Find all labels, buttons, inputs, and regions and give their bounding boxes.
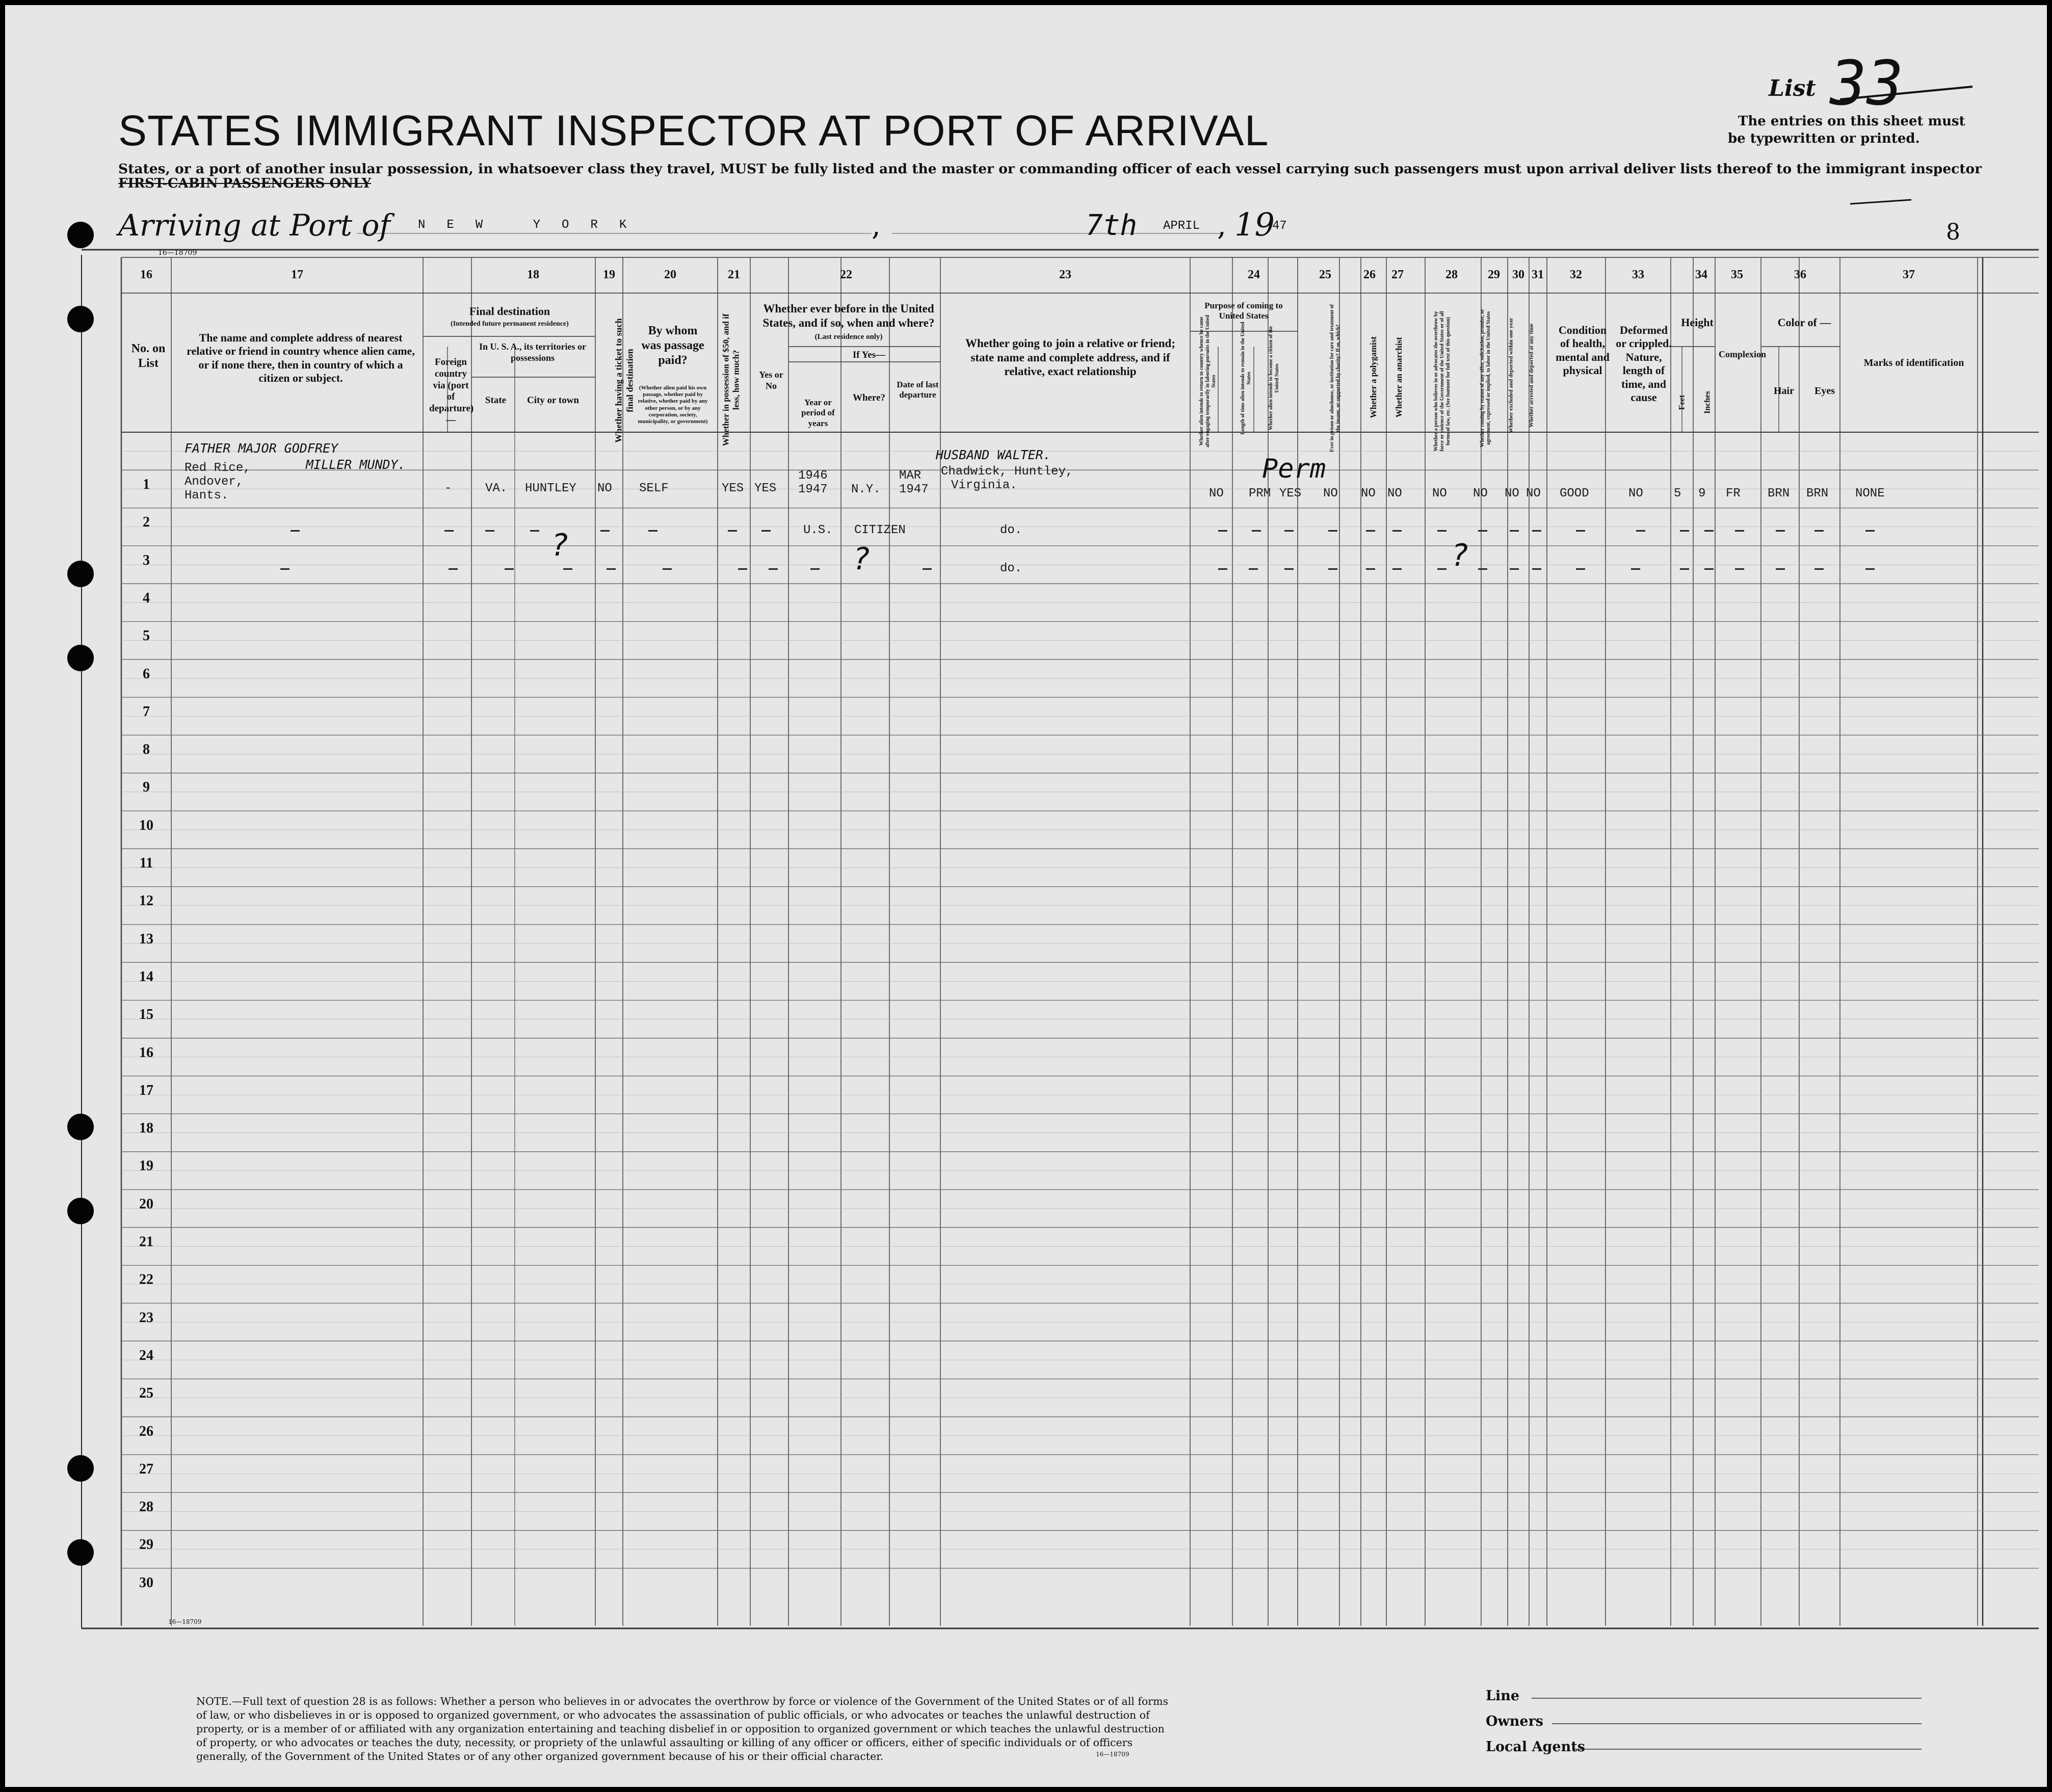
punch-hole (67, 561, 94, 587)
row-number: 10 (139, 817, 153, 833)
dash-mark (761, 530, 771, 532)
column-number: 29 (1488, 268, 1500, 281)
dash-mark (1437, 568, 1446, 570)
dash-mark (1776, 530, 1785, 532)
dash-mark (1284, 530, 1294, 532)
dash-mark (1218, 568, 1227, 570)
column-number: 30 (1512, 268, 1524, 281)
row-number: 8 (143, 742, 150, 758)
header-purpose: Purpose of coming to United States (1204, 301, 1283, 321)
header-deformed: Deformed or crippled. Nature, length of time, and cause (1616, 324, 1672, 404)
dash-mark (648, 530, 657, 532)
dash-mark (530, 530, 539, 532)
row-number: 11 (139, 855, 153, 871)
year-suffix: 47 (1272, 219, 1287, 233)
dash-mark (1576, 568, 1585, 570)
column-number: 22 (840, 268, 852, 281)
header-arrested: Whether arrested and deported at any time (1528, 323, 1535, 428)
dash-mark (485, 530, 494, 532)
year-prefix: 19 (1234, 206, 1275, 243)
dash-mark (1249, 568, 1258, 570)
row-number: 29 (139, 1537, 153, 1553)
manifest-sheet (5, 5, 2047, 1787)
state-value: VA. (485, 482, 508, 495)
relative-address: Hants. (185, 489, 229, 503)
subtitle: States, or a port of another insular possession, in whatsoever class they travel, MUST be fully listed and the master or commanding officer of each vessel carrying such passengers must upon arrival deliver lists thereof to the immigrant inspector (118, 161, 1982, 177)
form-number: 16—18709 (158, 249, 197, 257)
column-number: 27 (1391, 268, 1404, 281)
join-address: Chadwick, Huntley, (941, 465, 1073, 479)
health-value: GOOD (1560, 487, 1589, 500)
form-number-bottom: 16—18709 (168, 1618, 202, 1625)
column-number: 21 (728, 268, 740, 281)
header-feet: Feet (1677, 394, 1687, 410)
dash-mark (1218, 530, 1227, 532)
row-number: 27 (139, 1461, 153, 1477)
departure-value: MAR (899, 469, 922, 483)
dash-mark (810, 568, 820, 570)
punch-hole (67, 645, 94, 671)
header-purpose-c: Whether alien intends to become a citizen of the United States (1268, 326, 1280, 431)
header-hair: Hair (1774, 385, 1794, 397)
anarchist-value: NO (1387, 487, 1402, 500)
punch-hole (67, 1198, 94, 1224)
form-number-footer: 16—18709 (1096, 1751, 1129, 1758)
line-label: Line (1486, 1688, 1520, 1704)
header-state: State (485, 395, 507, 406)
purpose-c-value: YES (1279, 487, 1302, 500)
header-year-period: Year or period of years (801, 398, 835, 428)
dash-mark (1510, 530, 1519, 532)
row-number: 30 (139, 1574, 153, 1591)
dash-mark (1704, 568, 1714, 570)
deformed-value: NO (1628, 487, 1643, 500)
dash-mark (738, 568, 747, 570)
hair-value: BRN (1768, 487, 1790, 500)
dash-mark (1478, 568, 1487, 570)
row-number: 2 (143, 514, 150, 531)
question-mark: ? (852, 541, 871, 577)
dash-mark (1437, 530, 1446, 532)
dash-mark (1776, 568, 1785, 570)
dash-mark (1680, 568, 1689, 570)
column-number: 32 (1570, 268, 1582, 281)
relative-address: Andover, (185, 475, 244, 489)
header-passage-paid: By whom was passage paid? (641, 324, 704, 367)
header-overthrow: Whether a person who believes in or advocates the overthrow by force or violence of the Government of the United States or of all forms of law, etc. (See footnote for full text of this question) (1433, 311, 1451, 452)
header-inches: Inches (1703, 391, 1712, 414)
paid-by-value: SELF (639, 482, 669, 495)
foreign-country-value: - (444, 482, 452, 495)
column-number: 34 (1695, 268, 1707, 281)
row-number: 13 (139, 931, 153, 947)
header-fifty-dollars: Whether in possession of $50, and if less, how much? (721, 313, 741, 446)
dash-mark (1735, 568, 1744, 570)
punch-hole (67, 1539, 94, 1566)
relative-handwritten-2: MILLER MUNDY. (306, 457, 406, 472)
list-label: List (1769, 75, 1816, 101)
column-number: 17 (291, 268, 303, 281)
grid-line (1850, 200, 1911, 204)
header-color: Color of — (1777, 316, 1831, 329)
eyes-value: BRN (1806, 487, 1829, 500)
row-number: 26 (139, 1423, 153, 1439)
header-purpose-b: Length of time alien intends to remain in the United States (1240, 322, 1252, 435)
class-label: FIRST-CABIN PASSENGERS ONLY (118, 176, 372, 191)
dash-mark (1510, 568, 1519, 570)
header-final-destination: Final destination (469, 305, 550, 318)
dash-mark (1814, 568, 1824, 570)
dash-mark (1366, 568, 1375, 570)
row-number: 3 (143, 552, 150, 568)
row-number: 23 (139, 1309, 153, 1326)
feet-value: 5 (1674, 487, 1681, 500)
dash-mark (1532, 568, 1541, 570)
row-number: 6 (143, 666, 150, 682)
header-height: Height (1681, 316, 1714, 329)
column-number: 31 (1532, 268, 1544, 281)
polygamist-value: NO (1361, 487, 1376, 500)
dash-mark (600, 530, 610, 532)
row-number: 5 (143, 628, 150, 644)
header-in-usa: In U. S. A., its territories or possessions (479, 341, 586, 363)
dash-mark (1814, 530, 1824, 532)
row-number: 14 (139, 968, 153, 985)
row-number: 15 (139, 1007, 153, 1023)
dash-mark (769, 568, 778, 570)
dash-mark (1735, 530, 1744, 532)
row-number: 21 (139, 1234, 153, 1250)
question-mark: ? (550, 528, 569, 563)
header-foreign-country: Foreign country via (port of departure)— (429, 357, 474, 426)
header-no-on-list: No. on List (131, 342, 166, 370)
header-join-relative: Whether going to join a relative or friend; state name and complete address, and if relative, exact relationship (965, 337, 1176, 378)
header-city: City or town (527, 395, 580, 406)
overthrow-value: NO (1432, 487, 1447, 500)
header-ticket: Whether having a ticket to such final destination (613, 318, 635, 443)
column-number: 24 (1248, 268, 1260, 281)
relative-address: Red Rice, (185, 461, 251, 475)
dash-mark (1478, 530, 1487, 532)
marks-value: NONE (1855, 487, 1885, 500)
question-mark: ? (1451, 538, 1469, 573)
dash-mark (1284, 568, 1294, 570)
arrested-value: NO (1526, 487, 1541, 500)
header-marks: Marks of identification (1863, 357, 1964, 368)
header-offer: Whether coming by reason of any offer, solicitation, promise, or agreement, expressed or implied, to labor in the United States (1480, 309, 1491, 447)
inches-value: 9 (1698, 487, 1706, 500)
excluded-value: NO (1505, 487, 1519, 500)
header-final-destination-sub: (Intended future permanent residence) (451, 320, 569, 328)
column-number: 35 (1731, 268, 1743, 281)
header-polygamist: Whether a polygamist (1368, 336, 1378, 418)
dash-mark (1576, 530, 1585, 532)
city-value: HUNTLEY (525, 482, 576, 495)
relative-handwritten: FATHER MAJOR GODFREY (185, 441, 338, 456)
dash-mark (291, 530, 300, 532)
column-number: 26 (1363, 268, 1376, 281)
dash-mark (1392, 530, 1402, 532)
column-number: 28 (1445, 268, 1458, 281)
join-value: do. (1000, 562, 1022, 575)
dash-mark (1865, 568, 1875, 570)
dash-mark (1252, 530, 1261, 532)
purpose-b-value: PRM (1249, 487, 1271, 500)
column-number: 19 (603, 268, 615, 281)
offer-value: NO (1473, 487, 1488, 500)
ticket-value: NO (597, 482, 612, 495)
dash-mark (923, 568, 932, 570)
dash-mark (280, 568, 290, 570)
header-eyes: Eyes (1814, 385, 1835, 397)
dash-mark (1631, 568, 1640, 570)
dash-mark (1328, 568, 1337, 570)
comma: , (872, 209, 881, 242)
dash-mark (1366, 530, 1375, 532)
row-number: 25 (139, 1385, 153, 1402)
page-title: STATES IMMIGRANT INSPECTOR AT PORT OF ARRIVAL (118, 107, 1269, 154)
header-purpose-a: Whether alien intends to return to country whence he came after engaging temporarily in laboring pursuits in the United States (1199, 315, 1217, 447)
instruction-right: be typewritten or printed. (1728, 131, 1920, 146)
day-value: 7th (1086, 209, 1138, 242)
sheet-number: 8 (1946, 219, 1960, 245)
column-number: 20 (664, 268, 676, 281)
row-number: 17 (139, 1082, 153, 1098)
punch-hole (67, 306, 94, 332)
dash-mark (563, 568, 572, 570)
header-excluded: Whether excluded and deported within one year (1508, 318, 1514, 433)
header-ever-before-sub: (Last residence only) (814, 333, 883, 341)
dash-mark (1680, 530, 1689, 532)
row-number: 7 (143, 703, 150, 720)
arriving-label: Arriving at Port of (118, 208, 390, 243)
header-prison: Ever in prison or almshouse, or institution for care and treatment of the insane, or supported by charity? If so, which? (1329, 304, 1341, 452)
punch-hole (67, 222, 94, 248)
header-where: Where? (852, 392, 886, 403)
port-value: NEW YORK (418, 218, 648, 232)
row-number: 16 (139, 1044, 153, 1061)
row-number: 24 (139, 1347, 153, 1363)
dash-mark (505, 568, 514, 570)
row-number: 12 (139, 893, 153, 909)
dash-mark (1704, 530, 1714, 532)
header-date-departure: Date of last departure (897, 380, 939, 400)
column-number: 23 (1059, 268, 1071, 281)
column-number: 36 (1794, 268, 1806, 281)
punch-hole (67, 1455, 94, 1482)
header-relative: The name and complete address of nearest relative or friend in country whence alien came, or if none there, then in country of which a citizen or subject. (187, 331, 415, 385)
month-value: APRIL (1163, 219, 1200, 233)
purpose-a-value: NO (1209, 487, 1224, 500)
header-health: Condition of health, mental and physical (1556, 324, 1610, 377)
row-number: 1 (143, 477, 150, 492)
header-complexion: Complexion (1719, 349, 1767, 359)
header-if-yes: If Yes— (852, 350, 886, 360)
row-number: 9 (143, 779, 150, 796)
instruction-right: The entries on this sheet must (1738, 114, 1965, 129)
dash-mark (1328, 530, 1337, 532)
column-number: 37 (1903, 268, 1915, 281)
prison-value: NO (1323, 487, 1338, 500)
comma: , (1217, 209, 1226, 242)
owners-label: Owners (1486, 1714, 1543, 1729)
row-number: 22 (139, 1272, 153, 1288)
row-number: 28 (139, 1499, 153, 1515)
join-value: do. (1000, 523, 1022, 537)
list-number: 33 (1830, 48, 1904, 119)
years-value: 1947 (798, 483, 828, 496)
dash-mark (1636, 530, 1645, 532)
join-handwritten: HUSBAND WALTER. (936, 447, 1051, 462)
header-ever-before: Whether ever before in the United States, and if so, when and where? (762, 302, 935, 329)
dash-mark (1865, 530, 1875, 532)
dash-mark (728, 530, 737, 532)
punch-hole (67, 1114, 94, 1140)
footer-note: NOTE.—Full text of question 28 is as follows: Whether a person who believes in or advocates the overthrow by force or violence of the Government of the United States or of all forms of law, or who disbelieves in or is opposed to organized government, or who advocates the assassination of public officials, or who advocates or teaches the unlawful destruction of property, or is a member of or affiliated with any organization entertaining and teaching disbelief in or opposition to organized government or which teaches the unlawful destruction of property, or who advocates or teaches the duty, necessity, or propriety of the unlawful assaulting or killing of any officer or officers, either of specific individuals or of officers generally, of the Government of the United States or of any other organized government because of his or their official character. (196, 1695, 1169, 1762)
row-number: 19 (139, 1158, 153, 1174)
column-number: 25 (1319, 268, 1331, 281)
departure-value: 1947 (899, 483, 929, 496)
ever-before-value: U.S. (803, 523, 833, 537)
where-value: N.Y. (851, 483, 881, 496)
row-number: 18 (139, 1120, 153, 1137)
dash-mark (607, 568, 616, 570)
years-value: 1946 (798, 469, 828, 483)
header-anarchist: Whether an anarchist (1393, 337, 1404, 418)
column-number: 33 (1632, 268, 1644, 281)
header-passage-paid-sub: (Whether alien paid his own passage, whether paid by relative, whether paid by any other person, or by any corporation, society, municipality, or government) (638, 385, 708, 425)
dash-mark (444, 530, 454, 532)
row-number: 4 (143, 590, 150, 606)
complexion-value: FR (1726, 487, 1741, 500)
row-number: 20 (139, 1196, 153, 1212)
dash-mark (1392, 568, 1402, 570)
dash-mark (1532, 530, 1541, 532)
column-number: 16 (140, 268, 152, 281)
dash-mark (663, 568, 672, 570)
dash-mark (449, 568, 458, 570)
header-yes-or-no: Yes or No (759, 370, 783, 391)
column-number: 18 (527, 268, 539, 281)
purpose-note: Perm (1262, 454, 1326, 484)
fifty-value: YES (722, 482, 744, 495)
ever-before-value: YES (754, 482, 777, 495)
where-value: CITIZEN (854, 523, 906, 537)
join-address: Virginia. (951, 479, 1017, 492)
local-agents-label: Local Agents (1486, 1739, 1585, 1755)
